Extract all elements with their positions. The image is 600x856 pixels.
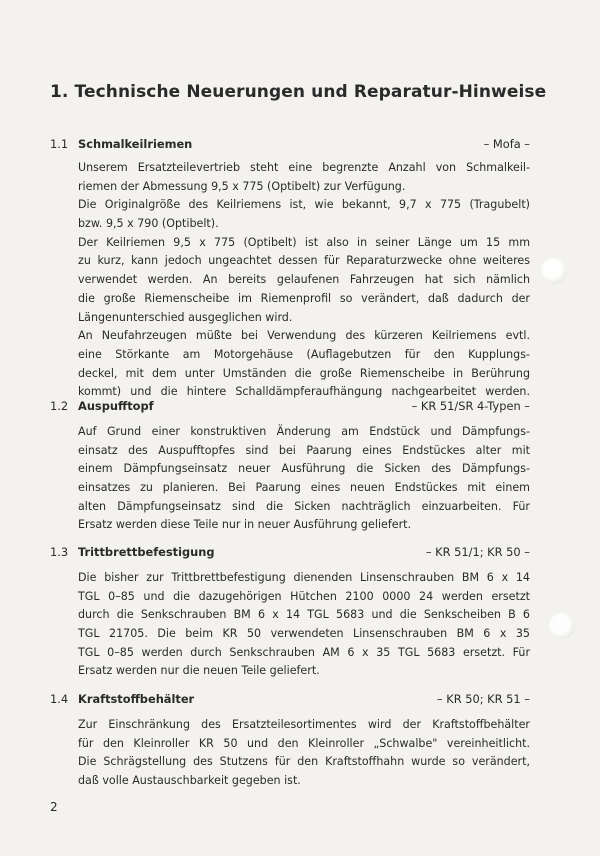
section-body	[78, 159, 530, 402]
text-line: einsatzes zu planieren. Bei Paarung eines neuen Endstückes mit einem	[78, 481, 530, 495]
text-line: durch die Senkschrauben BM 6 x 14 TGL 5683 und die Senkscheiben B 6	[78, 608, 530, 622]
section-title: Schmalkeilriemen	[78, 137, 193, 151]
section-number: 1.3	[50, 545, 69, 559]
text-line: TGL 21705. Die beim KR 50 verwendeten Linsenschrauben BM 6 x 35	[78, 627, 530, 641]
text-line: einem Dämpfungseinsatz neuer Ausführung die Sicken des Dämpfungs-	[78, 462, 530, 476]
section-body	[78, 569, 530, 681]
text-line: für den Kleinroller KR 50 und den Kleinroller „Schwalbe" vereinheitlicht.	[78, 736, 530, 750]
section-body	[78, 716, 530, 791]
section-header	[50, 692, 530, 710]
text-line: Ersatz werden diese Teile nur in neuer Ausführung geliefert.	[78, 518, 412, 532]
text-line: zu kurz, kann jedoch ungeachtet dessen für Reparaturzwecke ohne weiteres	[78, 254, 530, 268]
text-line: bzw. 9,5 x 790 (Optibelt).	[78, 217, 219, 231]
text-line: Ersatz werden nur die neuen Teile geliefert.	[78, 664, 320, 678]
section-header	[50, 545, 530, 563]
text-line: kommt) und die hintere Schalldämpferaufhängung nachgearbeitet werden.	[78, 385, 530, 399]
text-line: Unserem Ersatzteilevertrieb steht eine begrenzte Anzahl von Schmalkeil-	[78, 161, 530, 174]
text-line: eine Störkante am Motorgehäuse (Auflagebutzen für den Kupplungs-	[78, 347, 530, 361]
section-header	[50, 137, 530, 155]
text-line: verwendet werden. An bereits gelaufenen Fahrzeugen hat sich nämlich	[78, 273, 530, 287]
section-title: Auspufftopf	[78, 399, 154, 413]
text-line: TGL 0–85 und die dazugehörigen Hütchen 2100 0000 24 werden ersetzt	[78, 589, 530, 603]
section-body	[78, 423, 530, 535]
section-model: – KR 50; KR 51 –	[436, 692, 530, 706]
punch-hole-lower	[549, 613, 575, 639]
text-line: daß volle Austauschbarkeit gegeben ist.	[78, 774, 301, 788]
section-number: 1.2	[50, 399, 69, 413]
section-model: – Mofa –	[483, 137, 530, 151]
text-line: Auf Grund einer konstruktiven Änderung am Endstück und Dämpfungs-	[78, 425, 530, 438]
page-number: 2	[50, 800, 58, 814]
section-title: Trittbrettbefestigung	[78, 545, 215, 559]
text-line: An Neufahrzeugen müßte bei Verwendung des kürzeren Keilriemens evtl.	[78, 329, 530, 343]
text-line: einsatz des Auspufftopfes sind bei Paarung eines Endstückes alter mit	[78, 443, 530, 457]
section-number: 1.1	[50, 137, 69, 151]
text-line: Längenunterschied ausgeglichen wird.	[78, 310, 293, 324]
text-line: die große Riemenscheibe im Riemenprofil so verändert, daß dadurch der	[78, 291, 530, 305]
text-line: Die Schrägstellung des Stutzens für den Kraftstoffhahn wurde so verändert,	[78, 755, 530, 769]
section-model: – KR 51/SR 4-Typen –	[411, 399, 530, 413]
text-line: Die Originalgröße des Keilriemens ist, wie bekannt, 9,7 x 775 (Tragubelt)	[78, 198, 530, 212]
text-line: riemen der Abmessung 9,5 x 775 (Optibelt) zur Verfügung.	[78, 179, 406, 193]
text-line: Der Keilriemen 9,5 x 775 (Optibelt) ist also in seiner Länge um 15 mm	[78, 235, 530, 249]
section-header	[50, 399, 530, 417]
section-number: 1.4	[50, 692, 69, 706]
section-model: – KR 51/1; KR 50 –	[425, 545, 530, 559]
text-line: Zur Einschränkung des Ersatzteilesortimentes wird der Kraftstoffbehälter	[78, 718, 530, 731]
text-line: TGL 0–85 werden durch Senkschrauben AM 6 x 35 TGL 5683 ersetzt. Für	[78, 645, 530, 659]
text-line: alten Dämpfungseinsatz sind die Sicken nachträglich einzuarbeiten. Für	[78, 499, 530, 513]
punch-hole-upper	[541, 258, 567, 284]
page-title: 1. Technische Neuerungen und Reparatur-Hinweise	[50, 82, 547, 102]
section-title: Kraftstoffbehälter	[78, 692, 195, 706]
text-line: deckel, mit dem unter Umständen die große Riemenscheibe in Berührung	[78, 366, 530, 380]
text-line: Die bisher zur Trittbrettbefestigung dienenden Linsenschrauben BM 6 x 14	[78, 571, 530, 584]
